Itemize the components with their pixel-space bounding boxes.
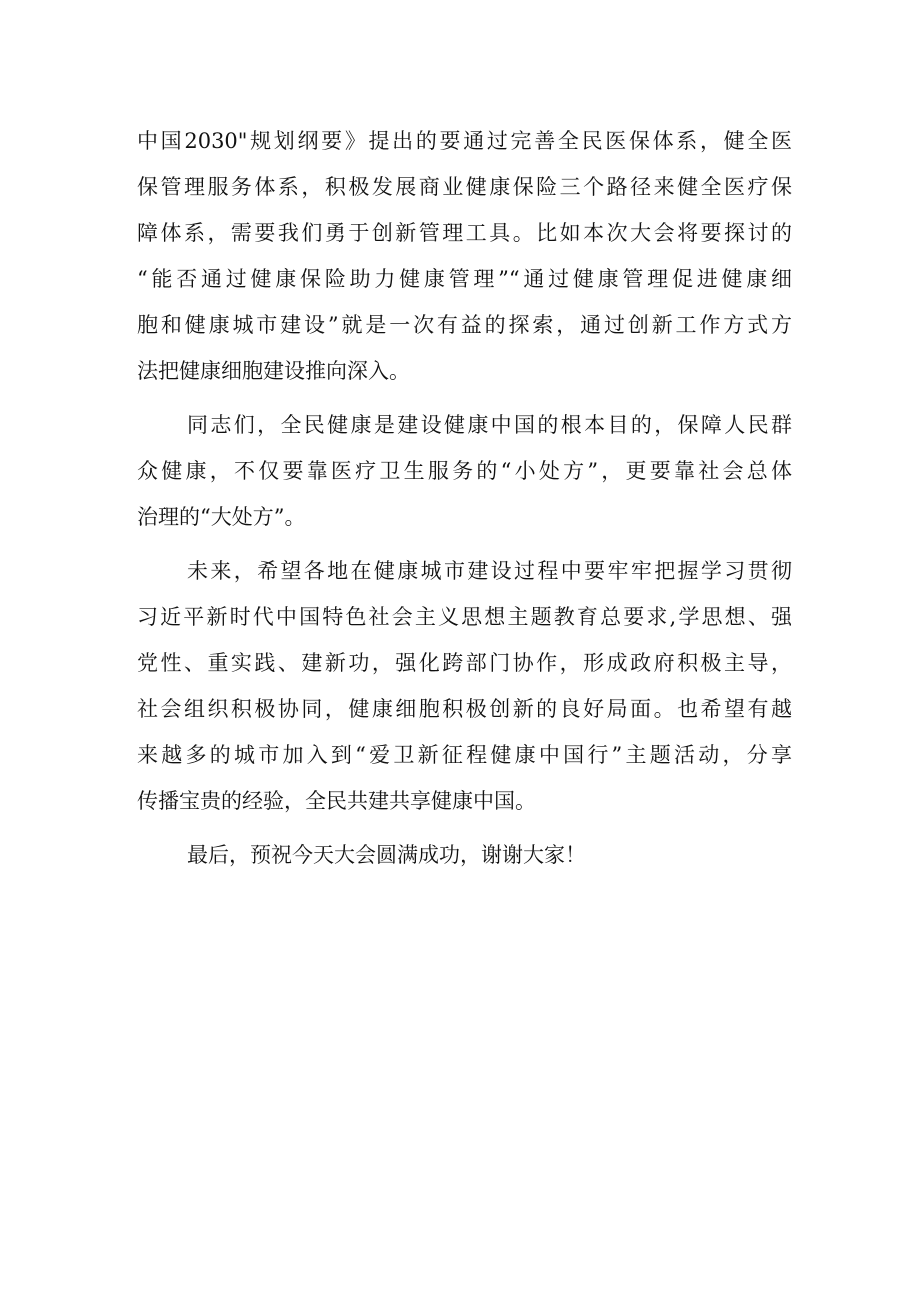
text-line: 最后，预祝今天大会圆满成功，谢谢大家！ [187, 843, 586, 867]
paragraph [137, 402, 792, 540]
text-line: 中国2030"规划纲要》提出的要通过完善全民医保体系，健全医 [137, 129, 792, 153]
text-line: 障体系，需要我们勇于创新管理工具。比如本次大会将要探讨的 [137, 221, 792, 245]
text-line: “能否通过健康保险助力健康管理”“通过健康管理促进健康细 [137, 267, 792, 291]
text-line: 胞和健康城市建设”就是一次有益的探索，通过创新工作方式方 [137, 313, 792, 337]
text-line: 党性、重实践、建新功，强化跨部门协作，形成政府积极主导， [137, 651, 792, 675]
document-body [137, 118, 792, 878]
text-line: 来越多的城市加入到“爱卫新征程健康中国行”主题活动，分享 [137, 743, 792, 767]
paragraph-gap [137, 540, 792, 548]
text-line: 治理的“大处方”。 [137, 505, 306, 529]
paragraph [137, 118, 792, 394]
text-line: 保管理服务体系，积极发展商业健康保险三个路径来健全医疗保 [137, 175, 792, 199]
text-line: 社会组织积极协同，健康细胞积极创新的良好局面。也希望有越 [137, 697, 792, 721]
text-line: 法把健康细胞建设推向深入。 [137, 359, 410, 383]
text-line: 习近平新时代中国特色社会主义思想主题教育总要求,学思想、强 [137, 605, 792, 629]
text-line: 众健康，不仅要靠医疗卫生服务的“小处方”，更要靠社会总体 [137, 459, 792, 483]
paragraph-gap [137, 824, 792, 832]
text-line: 同志们，全民健康是建设健康中国的根本目的，保障人民群 [187, 413, 792, 437]
text-line: 传播宝贵的经验，全民共建共享健康中国。 [137, 789, 536, 813]
text-line: 未来，希望各地在健康城市建设过程中要牢牢把握学习贯彻 [187, 559, 792, 583]
paragraph [137, 548, 792, 824]
paragraph-gap [137, 394, 792, 402]
paragraph [137, 832, 792, 878]
